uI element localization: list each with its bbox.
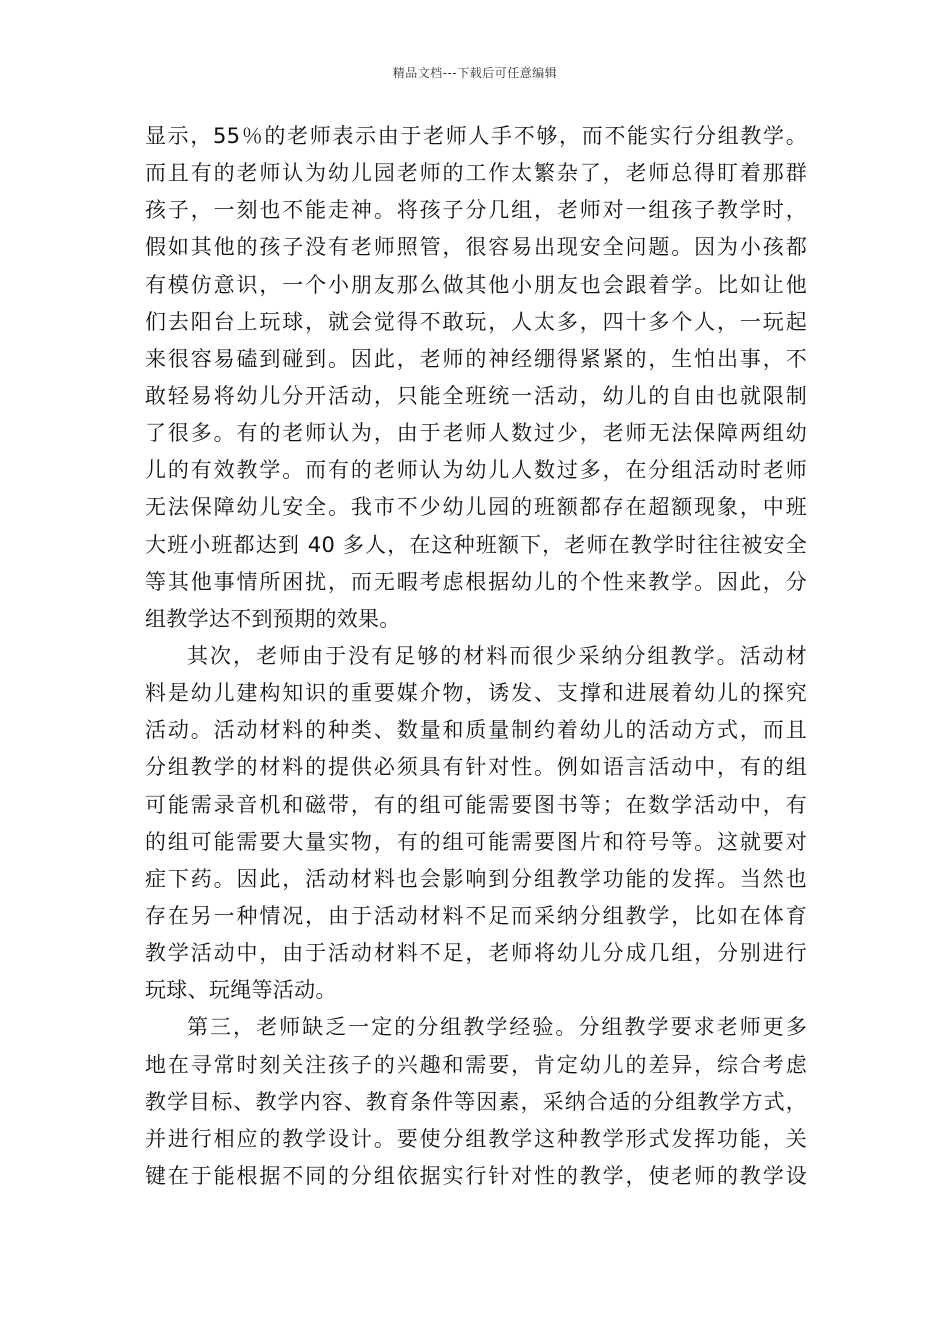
text-line: 第三，老师缺乏一定的分组教学经验。分组教学要求老师更多 bbox=[187, 1015, 807, 1040]
text-line: 分组教学的材料的提供必须具有针对性。例如语言活动中，有的组 bbox=[145, 755, 807, 780]
text-line: 教学目标、教学内容、教育条件等因素，采纳合适的分组教学方式， bbox=[145, 1089, 807, 1114]
text-line: 孩子，一刻也不能走神。将孩子分几组，老师对一组孩子教学时， bbox=[145, 198, 807, 223]
text-line: 来很容易磕到碰到。因此，老师的神经绷得紧紧的，生怕出事，不 bbox=[145, 346, 807, 371]
text-line: 有模仿意识，一个小朋友那么做其他小朋友也会跟着学。比如让他 bbox=[145, 272, 807, 297]
text-line: 显示，55％的老师表示由于老师人手不够，而不能实行分组教学。 bbox=[145, 124, 807, 148]
page-header: 精品文档---下载后可任意编辑 bbox=[392, 66, 558, 80]
text-line: 玩球、玩绳等活动。 bbox=[145, 978, 337, 1003]
text-line: 的组可能需要大量实物，有的组可能需要图片和符号等。这就要对 bbox=[145, 829, 807, 854]
text-line: 了很多。有的老师认为，由于老师人数过少，老师无法保障两组幼 bbox=[145, 421, 807, 446]
text-line: 其次，老师由于没有足够的材料而很少采纳分组教学。活动材 bbox=[187, 643, 807, 668]
text-line: 等其他事情所困扰，而无暇考虑根据幼儿的个性来教学。因此，分 bbox=[145, 569, 807, 594]
text-line: 组教学达不到预期的效果。 bbox=[145, 606, 401, 631]
text-line: 地在寻常时刻关注孩子的兴趣和需要，肯定幼儿的差异，综合考虑 bbox=[145, 1052, 807, 1077]
text-line: 们去阳台上玩球，就会觉得不敢玩，人太多，四十多个人，一玩起 bbox=[145, 309, 807, 334]
text-line: 料是幼儿建构知识的重要媒介物，诱发、支撑和进展着幼儿的探究 bbox=[145, 681, 807, 706]
text-line: 假如其他的孩子没有老师照管，很容易出现安全问题。因为小孩都 bbox=[145, 235, 807, 260]
text-line: 而且有的老师认为幼儿园老师的工作太繁杂了，老师总得盯着那群 bbox=[145, 161, 807, 186]
text-line: 活动。活动材料的种类、数量和质量制约着幼儿的活动方式，而且 bbox=[145, 718, 807, 743]
text-line: 儿的有效教学。而有的老师认为幼儿人数过多，在分组活动时老师 bbox=[145, 458, 807, 483]
text-line: 症下药。因此，活动材料也会影响到分组教学功能的发挥。当然也 bbox=[145, 866, 807, 891]
document-body bbox=[145, 118, 807, 1195]
text-line: 并进行相应的教学设计。要使分组教学这种教学形式发挥功能，关 bbox=[145, 1126, 807, 1151]
text-line: 可能需录音机和磁带，有的组可能需要图书等；在数学活动中，有 bbox=[145, 792, 807, 817]
text-line: 键在于能根据不同的分组依据实行针对性的教学，使老师的教学设 bbox=[145, 1163, 807, 1188]
text-line: 大班小班都达到 40 多人，在这种班额下，老师在教学时往往被安全 bbox=[145, 532, 807, 557]
text-line: 教学活动中，由于活动材料不足，老师将幼儿分成几组，分别进行 bbox=[145, 941, 807, 966]
text-line: 无法保障幼儿安全。我市不少幼儿园的班额都存在超额现象，中班 bbox=[145, 495, 807, 520]
text-line: 存在另一种情况，由于活动材料不足而采纳分组教学，比如在体育 bbox=[145, 903, 807, 928]
text-line: 敢轻易将幼儿分开活动，只能全班统一活动，幼儿的自由也就限制 bbox=[145, 383, 807, 408]
